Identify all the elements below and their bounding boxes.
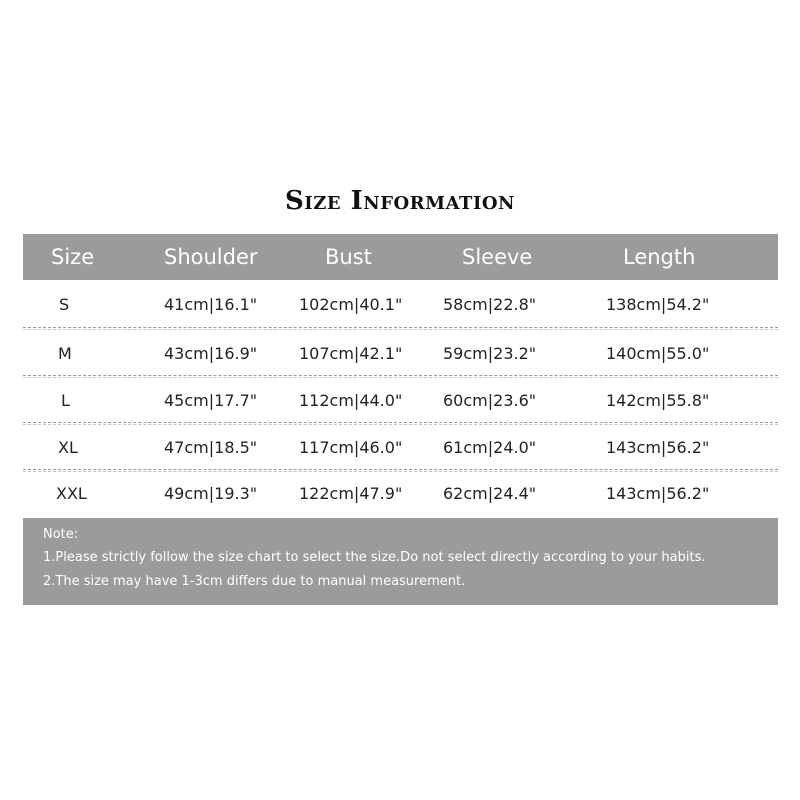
header-sleeve: Sleeve [462, 245, 533, 269]
row-divider [23, 422, 778, 423]
cell-sleeve: 62cm|24.4" [443, 484, 537, 503]
cell-bust: 102cm|40.1" [299, 295, 403, 314]
cell-bust: 122cm|47.9" [299, 484, 403, 503]
cell-bust: 107cm|42.1" [299, 344, 403, 363]
cell-sleeve: 58cm|22.8" [443, 295, 537, 314]
cell-size: XXL [56, 484, 87, 503]
row-divider [23, 327, 778, 328]
cell-length: 143cm|56.2" [606, 438, 710, 457]
cell-size: M [58, 344, 72, 363]
note-heading: Note: [43, 527, 79, 542]
cell-shoulder: 43cm|16.9" [164, 344, 258, 363]
cell-size: XL [58, 438, 78, 457]
cell-length: 143cm|56.2" [606, 484, 710, 503]
size-table-header [23, 234, 778, 280]
table-row [23, 424, 778, 471]
cell-size: L [61, 391, 70, 410]
note-line-2: 2.The size may have 1-3cm differs due to manual measurement. [43, 574, 466, 589]
table-row [23, 470, 778, 517]
note-box [23, 518, 778, 605]
header-shoulder: Shoulder [164, 245, 258, 269]
table-row [23, 377, 778, 424]
cell-shoulder: 47cm|18.5" [164, 438, 258, 457]
header-length: Length [623, 245, 696, 269]
header-bust: Bust [325, 245, 372, 269]
cell-bust: 117cm|46.0" [299, 438, 403, 457]
cell-bust: 112cm|44.0" [299, 391, 403, 410]
cell-shoulder: 41cm|16.1" [164, 295, 258, 314]
cell-sleeve: 61cm|24.0" [443, 438, 537, 457]
table-row [23, 281, 778, 328]
cell-shoulder: 49cm|19.3" [164, 484, 258, 503]
page-title: Size Information [285, 186, 515, 216]
cell-sleeve: 60cm|23.6" [443, 391, 537, 410]
note-line-1: 1.Please strictly follow the size chart to select the size.Do not select directly according to your habits. [43, 550, 706, 565]
cell-shoulder: 45cm|17.7" [164, 391, 258, 410]
cell-length: 138cm|54.2" [606, 295, 710, 314]
cell-length: 142cm|55.8" [606, 391, 710, 410]
table-row [23, 330, 778, 377]
cell-length: 140cm|55.0" [606, 344, 710, 363]
row-divider [23, 375, 778, 376]
header-size: Size [51, 245, 95, 269]
cell-sleeve: 59cm|23.2" [443, 344, 537, 363]
cell-size: S [59, 295, 70, 314]
